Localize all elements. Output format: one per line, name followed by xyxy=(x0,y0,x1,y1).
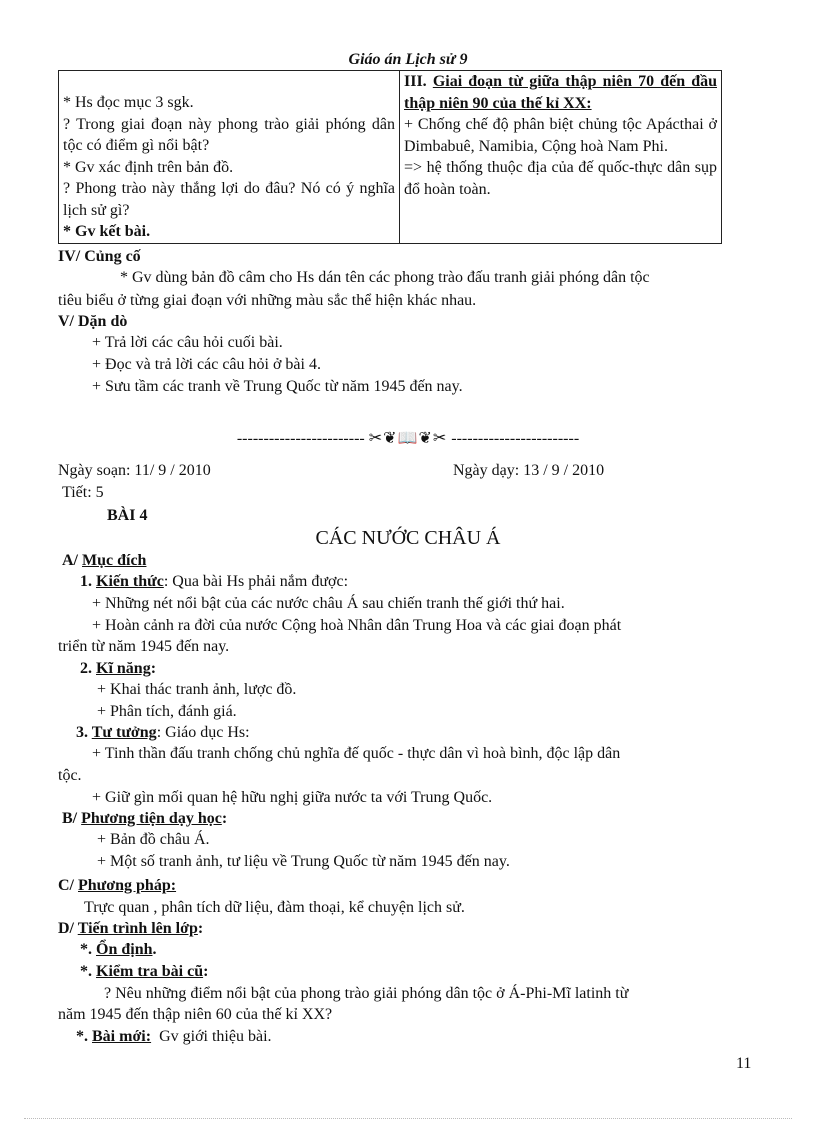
tientrinh-heading xyxy=(58,919,203,939)
item-label: Kiểm tra bài cũ xyxy=(96,963,204,980)
divider-dashes: ------------------------ xyxy=(451,430,580,447)
item-label: Tư tưởng xyxy=(91,724,157,741)
tutuong-item: + Tinh thần đấu tranh chống chủ nghĩa đế quốc - thực dân vì hoà bình, độc lập dân xyxy=(92,745,621,762)
item-label: Kĩ năng xyxy=(96,660,151,677)
item-suffix: : xyxy=(150,660,157,677)
table-left-line: * Gv kết bài. xyxy=(63,223,151,240)
table-right-line: + Chống chế độ phân biệt chủng tộc Apácthai ở Dimbabuê, Namibia, Cộng hoà Nam Phi. xyxy=(404,116,717,155)
cungco-line: tiêu biểu ở từng giai đoạn với những màu sắc thể hiện khác nhau. xyxy=(58,292,477,309)
section-divider xyxy=(0,429,816,449)
table-right-line: => hệ thống thuộc địa của đế quốc-thực dân sụp đổ hoàn toàn. xyxy=(404,159,717,198)
item-suffix: . xyxy=(152,941,157,958)
phuongtien-item: + Một số tranh ảnh, tư liệu về Trung Quốc từ năm 1945 đến nay. xyxy=(97,853,510,870)
kinang-item: + Khai thác tranh ảnh, lược đồ. xyxy=(97,681,297,698)
heading-label: Mục đích xyxy=(82,552,147,569)
item-prefix: *. xyxy=(76,1028,92,1045)
mucdich-heading xyxy=(62,551,146,571)
heading-label: Tiến trình lên lớp xyxy=(77,920,198,937)
kienthuc-item: + Hoàn cảnh ra đời của nước Cộng hoà Nhân dân Trung Hoa và các giai đoạn phát xyxy=(92,617,622,634)
page-number: 11 xyxy=(736,1055,752,1072)
dando-title: V/ Dặn dò xyxy=(58,313,128,330)
kinang-line xyxy=(80,659,156,679)
dando-item: + Trả lời các câu hỏi cuối bài. xyxy=(92,334,283,351)
tutuong-item: + Giữ gìn mối quan hệ hữu nghị giữa nước ta với Trung Quốc. xyxy=(92,789,493,806)
phuongtien-heading xyxy=(62,809,227,829)
kiemtra-question: năm 1945 đến thập niên 60 của thế kỉ XX? xyxy=(58,1006,333,1023)
table-right-cell xyxy=(400,71,722,244)
item-label: Ổn định xyxy=(96,941,153,958)
dando-item: + Sưu tầm các tranh về Trung Quốc từ năm 1945 đến nay. xyxy=(92,378,463,395)
table-left-line: * Gv xác định trên bản đồ. xyxy=(63,158,234,176)
tutuong-item: tộc. xyxy=(58,767,82,784)
heading-suffix: : xyxy=(197,920,204,937)
item-prefix: *. xyxy=(80,941,96,958)
item-text: : Giáo dục Hs: xyxy=(156,724,250,741)
item-label: Kiến thức xyxy=(96,573,164,590)
heading-label: Phương tiện dạy học xyxy=(81,810,222,827)
page-bottom-border xyxy=(24,1118,792,1119)
lesson-title: CÁC NƯỚC CHÂU Á xyxy=(315,527,501,549)
lesson-number: BÀI 4 xyxy=(107,507,148,524)
phuongphap-heading xyxy=(58,876,176,896)
kienthuc-line xyxy=(80,572,348,592)
divider-ornament-icon: ✂❦📖❦✂ xyxy=(368,430,448,447)
phuongtien-item: + Bản đồ châu Á. xyxy=(97,831,210,848)
table-left-line: ? Trong giai đoạn này phong trào giải phóng dân tộc có điểm gì nổi bật? xyxy=(63,115,395,154)
item-number: 2. xyxy=(80,660,96,677)
table-left-line: ? Phong trào này thắng lợi do đâu? Nó có ý nghĩa lịch sử gì? xyxy=(63,180,395,219)
dando-item: + Đọc và trả lời các câu hỏi ở bài 4. xyxy=(92,356,321,373)
table-left-cell xyxy=(59,71,400,244)
date-soan: Ngày soạn: 11/ 9 / 2010 xyxy=(58,462,211,479)
item-text: : Qua bài Hs phải nắm được: xyxy=(163,573,349,590)
item-number: 1. xyxy=(80,573,96,590)
item-number: 3. xyxy=(76,724,92,741)
item-suffix: : xyxy=(203,963,209,980)
tutuong-line xyxy=(76,723,250,743)
kiemtra-question: ? Nêu những điểm nổi bật của phong trào giải phóng dân tộc ở Á-Phi-Mĩ latinh từ xyxy=(104,985,629,1002)
table-left-line: * Hs đọc mục 3 sgk. xyxy=(63,94,194,111)
item-prefix: *. xyxy=(80,963,96,980)
table-right-heading xyxy=(404,71,717,114)
cungco-title: IV/ Củng cố xyxy=(58,248,141,265)
item-label: Bài mới: xyxy=(92,1028,152,1045)
kinang-item: + Phân tích, đánh giá. xyxy=(97,703,237,720)
cungco-line: * Gv dùng bản đồ câm cho Hs dán tên các phong trào đấu tranh giải phóng dân tộc xyxy=(120,269,650,286)
ondinh-line xyxy=(80,940,156,960)
date-day: Ngày dạy: 13 / 9 / 2010 xyxy=(453,462,605,479)
lesson-table xyxy=(58,70,722,244)
kienthuc-item: + Những nét nổi bật của các nước châu Á sau chiến tranh thế giới thứ hai. xyxy=(92,595,565,612)
baimoi-line xyxy=(76,1027,272,1047)
tiet-label: Tiết: 5 xyxy=(62,484,104,501)
section-heading: Giai đoạn từ giữa thập niên 70 đến đầu thập niên 90 của thế kỉ XX: xyxy=(404,73,718,112)
kienthuc-item: triển từ năm 1945 đến nay. xyxy=(58,638,230,655)
divider-dashes: ------------------------ xyxy=(236,430,365,447)
heading-suffix: : xyxy=(221,810,228,827)
heading-prefix: A/ xyxy=(62,552,82,569)
phuongphap-text: Trực quan , phân tích dữ liệu, đàm thoại, kể chuyện lịch sử. xyxy=(84,899,465,916)
kiemtra-line xyxy=(80,962,208,982)
item-text: Gv giới thiệu bài. xyxy=(159,1028,272,1045)
section-number: III. xyxy=(404,73,427,90)
page-header-title: Giáo án Lịch sử 9 xyxy=(348,51,468,68)
heading-prefix: C/ xyxy=(58,877,78,894)
heading-label: Phương pháp: xyxy=(78,877,177,894)
heading-prefix: D/ xyxy=(58,920,78,937)
heading-prefix: B/ xyxy=(62,810,82,827)
